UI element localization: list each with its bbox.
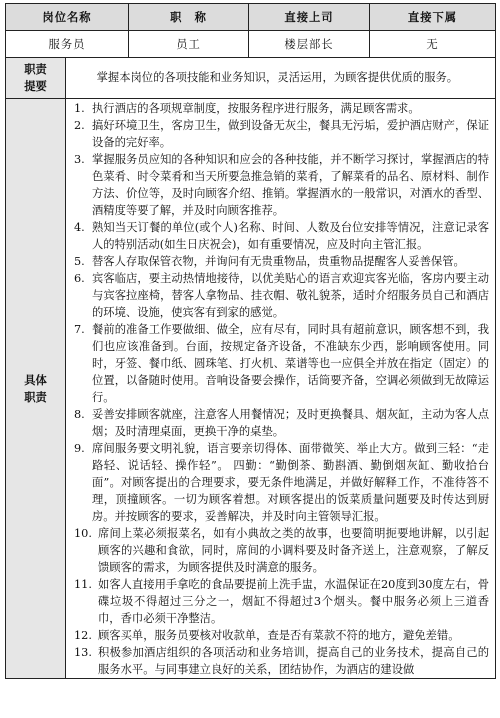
summary-label-line2: 提要: [24, 79, 47, 93]
supervisor-header: 直接上司: [249, 4, 370, 31]
duties-row: [6, 99, 496, 679]
duty-item: 1. 执行酒店的各项规章制度，按服务程序进行服务，满足顾客需求。: [74, 102, 420, 115]
title-value: 员工: [129, 31, 249, 58]
subordinate-value: 无: [370, 31, 496, 58]
duty-item: 9. 席间服务要文明礼貌，语言要亲切得体、面带微笑、举止大方。做到三轻：“走路轻、说话轻、操作轻”。 四勤：“勤倒茶、勤斟酒、勤倒烟灰缸、勤收拾台面”。对顾客提出的合理要求，要无条件地满足，并做好解释工作，不准待答不理，顶撞顾客。一切为顾客着想。对顾客提出的饭菜质量问题要及时传达到厨房。并按顾客的要求，妥善解决，并及时向主管领导汇报。: [74, 442, 490, 523]
duties-label-line1: 具体: [24, 372, 47, 387]
header-row: [6, 4, 496, 31]
supervisor-value: 楼层部长: [249, 31, 370, 58]
duties-cell: [66, 99, 496, 679]
subordinate-header: 直接下属: [370, 4, 496, 31]
title-header: 职 称: [129, 4, 249, 31]
duty-item: 3. 掌握服务员应知的各种知识和应会的各种技能，并不断学习探讨，掌握酒店的特色菜肴、时令菜肴和当天所要急推急销的菜肴，了解菜肴的品名、原材料、制作方法、价位等，及时向顾客介绍、推销。掌握酒水的一般常识，对酒水的香型、酒精度等要了解，并及时向顾客推荐。: [74, 153, 490, 217]
duty-item: 13. 积极参加酒店组织的各项活动和业务培训，提高自己的业务技术，提高自己的服务水平。与同事建立良好的关系，团结协作，为酒店的建设做: [74, 646, 490, 676]
duties-label: [6, 99, 66, 679]
summary-label-line1: 职责: [24, 62, 47, 76]
duty-item: 11. 如客人直接用手拿吃的食品要提前上洗手盅，水温保证在20度到30度左右，骨碟垃圾不得超过三分之一，烟缸不得超过3个烟头。餐中服务必须上三道香巾，香巾必须干净整洁。: [74, 578, 490, 625]
position-name-header: 岗位名称: [6, 4, 129, 31]
duty-item: 2. 搞好环境卫生，客房卫生，做到设备无灰尘，餐具无污垢，爱护酒店财产，保证设备的完好率。: [74, 119, 490, 149]
summary-label: [6, 58, 66, 99]
summary-row: [6, 58, 496, 99]
duty-item: 4. 熟知当天订餐的单位(或个人)名称、时间、人数及台位安排等情况，注意记录客人的特别活动(如生日庆祝会)，如有重要情况，应及时向主管汇报。: [74, 221, 490, 251]
duty-item: 10. 席间上菜必须报菜名，如有小典故之类的故事，也要简明扼要地讲解，以引起顾客的兴趣和食欲，同时，席间的小调料要及时备齐送上，注意观察，了解反馈顾客的需求，为顾客提供及时满意的服务。: [74, 527, 490, 574]
duty-item: 8. 妥善安排顾客就座，注意客人用餐情况；及时更换餐具、烟灰缸，主动为客人点烟；及时清理桌面，更换干净的桌垫。: [74, 408, 490, 438]
duties-list: [66, 100, 495, 678]
summary-text: 掌握本岗位的各项技能和业务知识，灵活运用，为顾客提供优质的服务。: [66, 58, 496, 99]
position-name-value: 服务员: [6, 31, 129, 58]
duty-item: 5. 替客人存取保管衣物，并询问有无贵重物品，贵重物品提醒客人妥善保管。: [74, 255, 465, 268]
duty-item: 6. 宾客临店，要主动热情地接待，以优美贴心的语言欢迎宾客光临，客房内要主动与宾客拉座椅，替客人拿物品、挂衣帽、敬礼貌茶，适时介绍服务员自己和酒店的环境、设施，使宾客有到家的感觉。: [74, 272, 490, 319]
values-row: [6, 31, 496, 58]
duty-item: 7. 餐前的准备工作要做细、做全，应有尽有，同时具有超前意识，顾客想不到，我们也应该准备到。台面，按规定备齐设备，不准缺东少西，影响顾客使用。同时，牙签、餐巾纸、圆珠笔、打火机、菜谱等也一应俱全并放在指定（固定）的位置，以备随时使用。音响设备要会操作，话筒要齐备，空调必须做到无故障运行。: [74, 323, 490, 404]
job-description-table: [5, 3, 496, 679]
duty-item: 12. 顾客买单，服务员要核对收款单，查是否有菜款不符的地方，避免差错。: [74, 629, 460, 642]
duties-label-line2: 职责: [24, 389, 47, 404]
